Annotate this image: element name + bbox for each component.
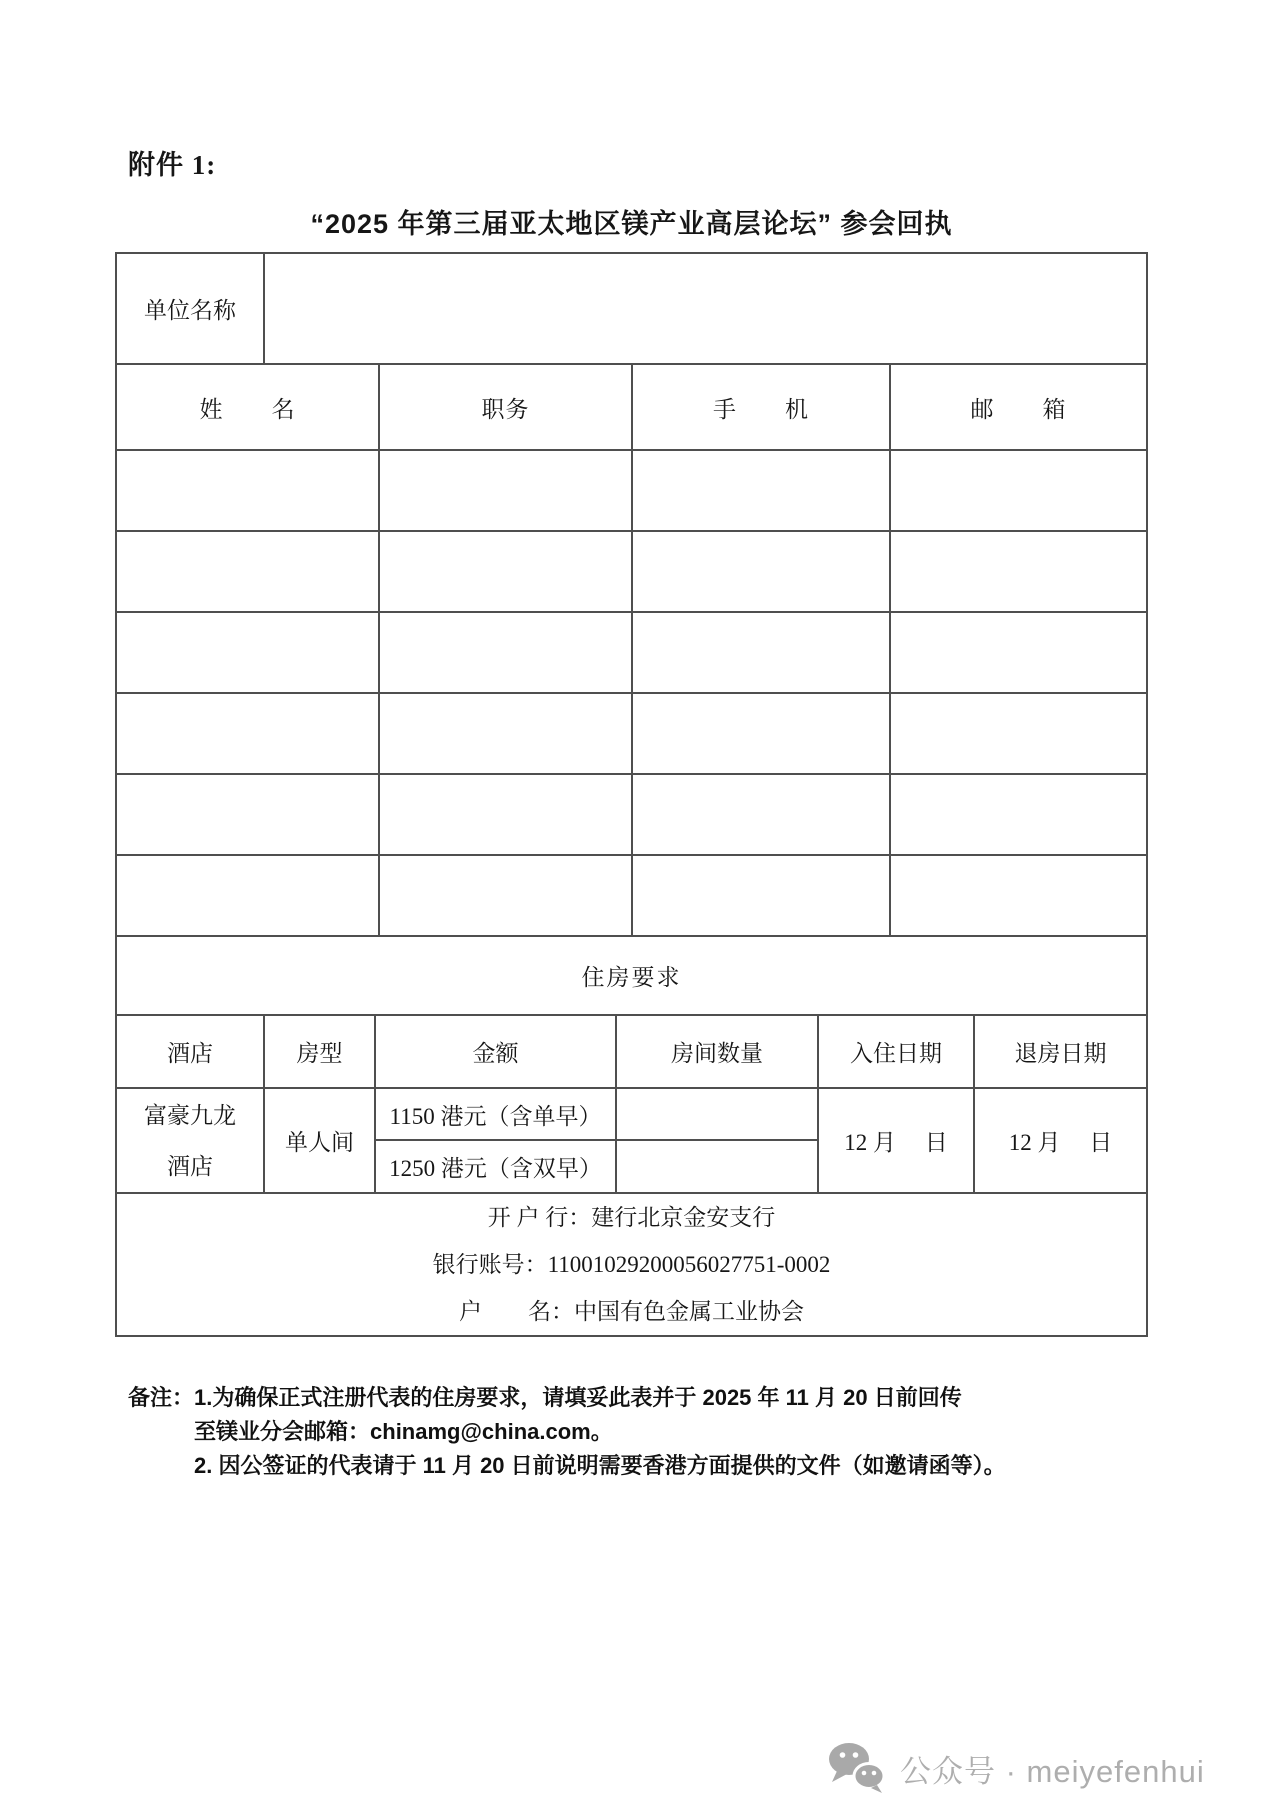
notes-label: 备注： <box>128 1385 195 1410</box>
bank-info-table <box>115 1192 1148 1337</box>
room-quantity-cell-2 <box>616 1140 818 1193</box>
bank-opening-bank: 开 户 行：建行北京金安支行 <box>487 1205 776 1230</box>
hotel-name-line2: 酒店 <box>167 1153 213 1179</box>
unit-name-value-cell <box>264 253 1147 364</box>
bank-info-cell <box>116 1193 1147 1336</box>
attendee-row <box>116 531 1147 612</box>
col-header-position: 职务 <box>379 364 632 450</box>
attachment-label: 附件 1: <box>128 150 217 180</box>
col-header-room-type: 房型 <box>264 1015 375 1088</box>
col-header-checkin-date: 入住日期 <box>818 1015 974 1088</box>
attendee-email-cell <box>890 531 1147 612</box>
attendee-position-cell <box>379 774 632 855</box>
attendee-email-cell <box>890 693 1147 774</box>
bank-account-name: 户 名：中国有色金属工业协会 <box>459 1299 804 1324</box>
attendee-row <box>116 693 1147 774</box>
attendee-row <box>116 450 1147 531</box>
note-line-3: 2. 因公签证的代表请于 11 月 20 日前说明需要香港方面提供的文件（如邀请函等）。 <box>194 1453 1006 1478</box>
attendee-row <box>116 774 1147 855</box>
registration-form <box>115 252 1148 1337</box>
hotel-name-cell <box>116 1088 264 1193</box>
attendee-mobile-cell <box>632 450 890 531</box>
attendee-name-cell <box>116 855 379 936</box>
document-title: “2025 年第三届亚太地区镁产业高层论坛” 参会回执 <box>310 209 953 239</box>
housing-section <box>115 935 1148 1016</box>
watermark <box>828 1742 1205 1794</box>
attendee-mobile-cell <box>632 612 890 693</box>
col-header-checkout-date: 退房日期 <box>974 1015 1147 1088</box>
col-header-amount: 金额 <box>375 1015 616 1088</box>
checkin-date-cell: 12 月 日 <box>818 1088 974 1193</box>
housing-section-title: 住房要求 <box>116 936 1147 1015</box>
note-line-1: 1.为确保正式注册代表的住房要求，请填妥此表并于 2025 年 11 月 20 日前回传 <box>194 1385 962 1410</box>
attendee-name-cell <box>116 612 379 693</box>
attendee-email-cell <box>890 450 1147 531</box>
room-type-cell: 单人间 <box>264 1088 375 1193</box>
wechat-icon <box>828 1742 886 1794</box>
hotel-name-line1: 富豪九龙 <box>144 1102 236 1128</box>
attendee-name-cell <box>116 693 379 774</box>
unit-name-table <box>115 252 1148 365</box>
note-line-2: 至镁业分会邮箱：chinamg@china.com。 <box>194 1419 613 1444</box>
attendee-position-cell <box>379 531 632 612</box>
price-option-2-cell: 1250 港元（含双早） <box>375 1140 616 1193</box>
notes-block <box>128 1381 1128 1483</box>
attendee-position-cell <box>379 612 632 693</box>
col-header-mobile: 手 机 <box>632 364 890 450</box>
attendee-position-cell <box>379 693 632 774</box>
attendee-email-cell <box>890 612 1147 693</box>
attendee-mobile-cell <box>632 693 890 774</box>
checkout-date-cell: 12 月 日 <box>974 1088 1147 1193</box>
hotel-table <box>115 1014 1148 1194</box>
attendee-row <box>116 612 1147 693</box>
attendee-mobile-cell <box>632 855 890 936</box>
col-header-email: 邮 箱 <box>890 364 1147 450</box>
watermark-text: 公众号 · meiyefenhui <box>900 1753 1205 1789</box>
attendee-name-cell <box>116 450 379 531</box>
attendee-position-cell <box>379 855 632 936</box>
unit-name-label: 单位名称 <box>116 253 264 364</box>
attendee-email-cell <box>890 774 1147 855</box>
room-quantity-cell-1 <box>616 1088 818 1140</box>
price-option-1-cell: 1150 港元（含单早） <box>375 1088 616 1140</box>
attendee-mobile-cell <box>632 531 890 612</box>
col-header-name: 姓 名 <box>116 364 379 450</box>
bank-account-number: 银行账号：11001029200056027751-0002 <box>432 1252 831 1277</box>
attendee-name-cell <box>116 774 379 855</box>
attendee-name-cell <box>116 531 379 612</box>
attendee-email-cell <box>890 855 1147 936</box>
attendees-table <box>115 363 1148 937</box>
attendee-row <box>116 855 1147 936</box>
col-header-hotel: 酒店 <box>116 1015 264 1088</box>
attendee-mobile-cell <box>632 774 890 855</box>
col-header-room-quantity: 房间数量 <box>616 1015 818 1088</box>
attendee-position-cell <box>379 450 632 531</box>
